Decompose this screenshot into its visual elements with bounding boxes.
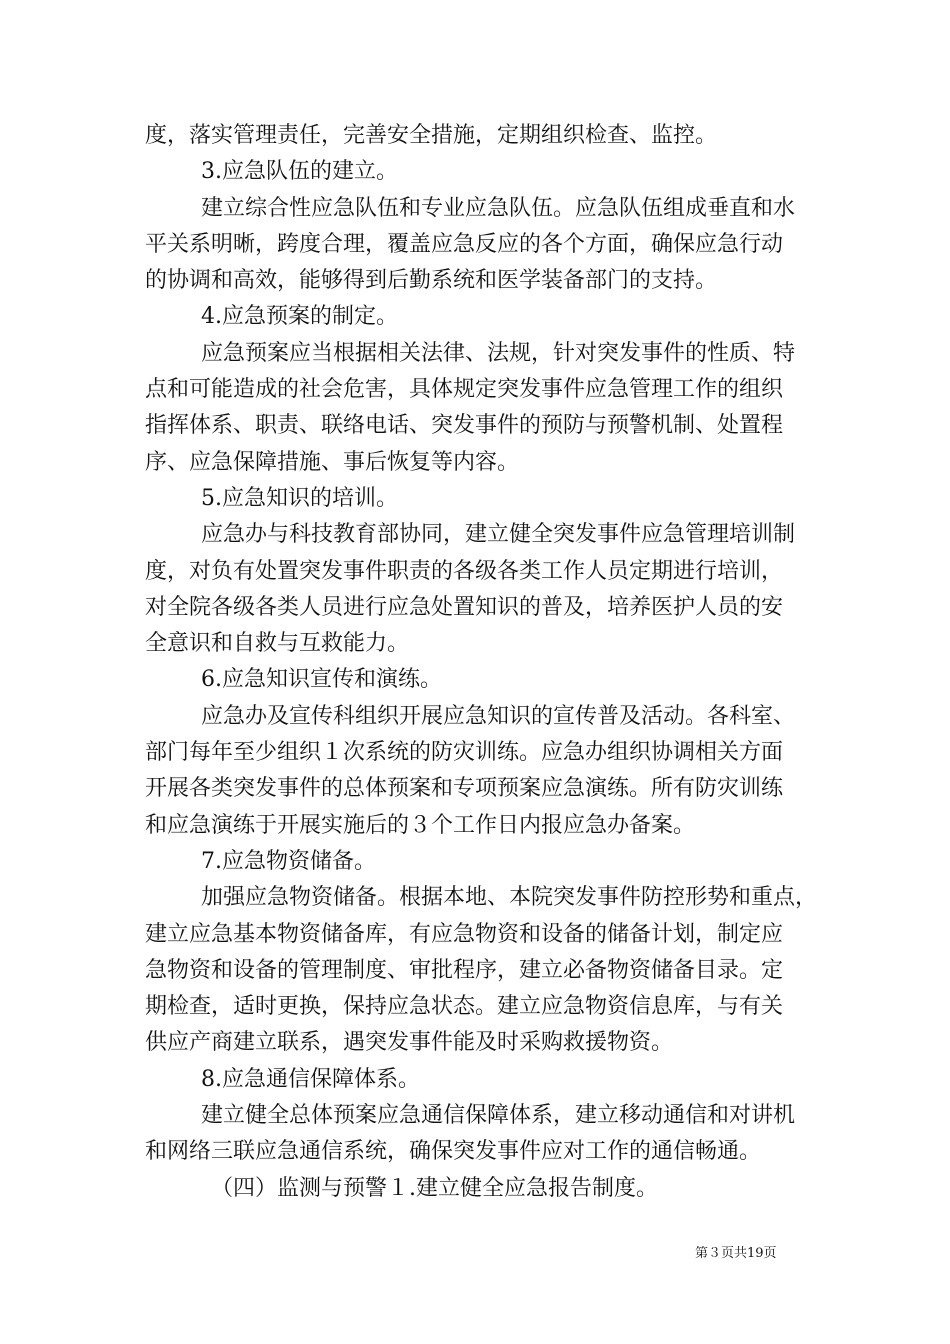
text-line: 8.应急通信保障体系。 xyxy=(201,1066,420,1092)
text-line: 和网络三联应急通信系统，确保突发事件应对工作的通信畅通。 xyxy=(145,1139,762,1165)
text-line: 的协调和高效，能够得到后勤系统和医学装备部门的支持。 xyxy=(145,268,718,294)
text-line: 和应急演练于开展实施后的３个工作日内报应急办备案。 xyxy=(145,812,696,838)
text-line: 度，对负有处置突发事件职责的各级各类工作人员定期进行培训， xyxy=(145,558,784,584)
text-line: 指挥体系、职责、联络电话、突发事件的预防与预警机制、处置程 xyxy=(145,413,784,439)
text-line: 建立健全总体预案应急通信保障体系，建立移动通信和对讲机 xyxy=(201,1103,796,1129)
text-line: 部门每年至少组织１次系统的防灾训练。应急办组织协调相关方面 xyxy=(145,740,784,766)
text-line: 5.应急知识的培训。 xyxy=(201,485,398,511)
text-line: 建立应急基本物资储备库，有应急物资和设备的储备计划，制定应 xyxy=(145,921,784,947)
text-line: 6.应急知识宣传和演练。 xyxy=(201,667,442,693)
text-line: 平关系明晰，跨度合理，覆盖应急反应的各个方面，确保应急行动 xyxy=(145,231,784,257)
text-line: 加强应急物资储备。根据本地、本院突发事件防控形势和重点， xyxy=(201,885,818,911)
text-line: 建立综合性应急队伍和专业应急队伍。应急队伍组成垂直和水 xyxy=(201,195,796,221)
text-line: 开展各类突发事件的总体预案和专项预案应急演练。所有防灾训练 xyxy=(145,776,784,802)
text-line: 7.应急物资储备。 xyxy=(201,848,376,874)
text-line: 4.应急预案的制定。 xyxy=(201,304,398,330)
text-line: 3.应急队伍的建立。 xyxy=(201,159,398,185)
text-line: 对全院各级各类人员进行应急处置知识的普及，培养医护人员的安 xyxy=(145,594,784,620)
text-line: 应急预案应当根据相关法律、法规，针对突发事件的性质、特 xyxy=(201,340,796,366)
text-line: 应急办与科技教育部协同，建立健全突发事件应急管理培训制 xyxy=(201,522,796,548)
document-body xyxy=(145,118,818,1207)
text-line: 度，落实管理责任，完善安全措施，定期组织检查、监控。 xyxy=(145,123,718,148)
text-line: （四）监测与预警１.建立健全应急报告制度。 xyxy=(211,1175,658,1201)
text-line: 点和可能造成的社会危害，具体规定突发事件应急管理工作的组织 xyxy=(145,377,784,403)
text-line: 序、应急保障措施、事后恢复等内容。 xyxy=(145,449,520,475)
text-line: 全意识和自救与互救能力。 xyxy=(145,631,410,657)
page-number-footer: 第３页共19页 xyxy=(695,1246,777,1261)
text-line: 期检查，适时更换，保持应急状态。建立应急物资信息库，与有关 xyxy=(145,994,784,1020)
text-line: 供应产商建立联系，遇突发事件能及时采购救援物资。 xyxy=(145,1030,674,1056)
text-line: 急物资和设备的管理制度、审批程序，建立必备物资储备目录。定 xyxy=(145,957,784,983)
text-line: 应急办及宣传科组织开展应急知识的宣传普及活动。各科室、 xyxy=(201,703,796,729)
